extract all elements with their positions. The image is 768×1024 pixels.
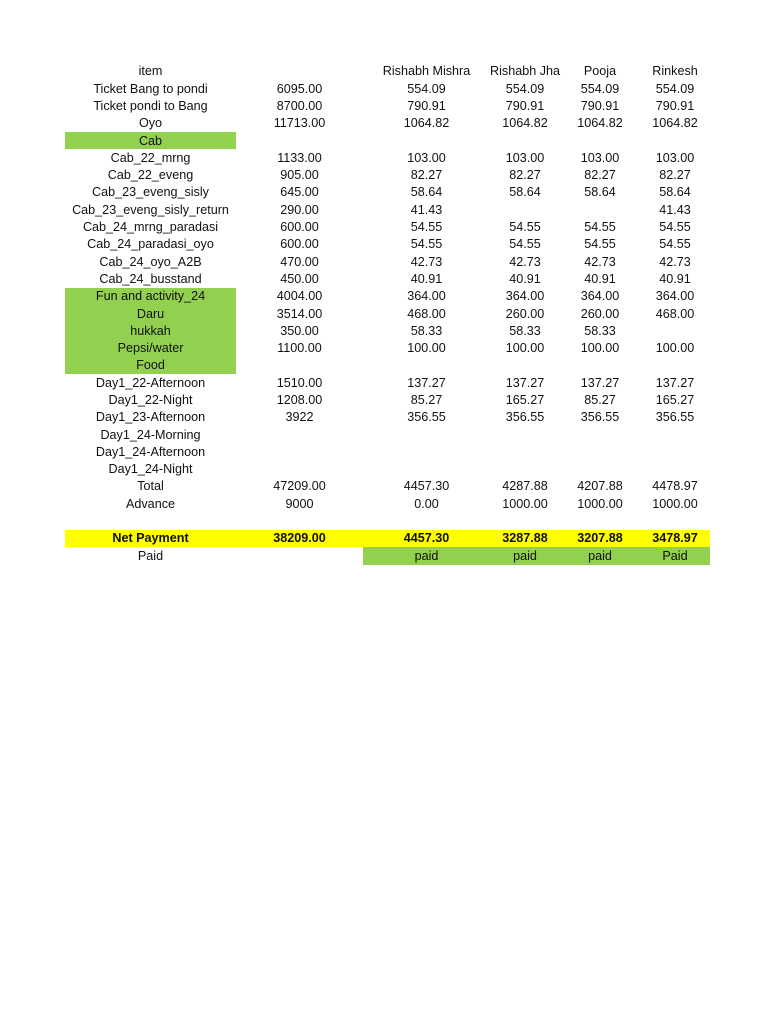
cell-pooja[interactable] [560,426,640,443]
cell-item[interactable]: Day1_23-Afternoon [95,410,206,425]
cell-rishabh-mishra[interactable]: 58.64 [410,185,443,200]
cell-rishabh-mishra[interactable]: 356.55 [407,410,446,425]
cell-rinkesh[interactable] [640,132,710,149]
cell-rishabh-mishra[interactable]: 41.43 [410,202,443,217]
cell-amount[interactable]: 1100.00 [277,341,322,356]
cell-rishabh-jha[interactable]: 554.09 [505,81,545,96]
cell-pooja[interactable]: 42.73 [584,254,616,269]
cell-rishabh-jha[interactable]: 40.91 [509,271,541,286]
cell-rishabh-jha[interactable]: 137.27 [505,375,545,390]
cell-rinkesh[interactable]: 554.09 [655,81,695,96]
cell-item[interactable]: Cab [65,132,236,149]
cell-rinkesh[interactable]: 364.00 [655,289,695,304]
cell-item[interactable]: Day1_24-Night [108,462,193,477]
cell-rishabh-mishra[interactable] [363,357,490,374]
spreadsheet-grid [65,63,710,565]
cell-amount[interactable]: 9000 [285,496,314,511]
cell-item[interactable]: hukkah [65,322,236,339]
cell-rishabh-mishra[interactable]: 82.27 [410,168,443,183]
cell-rishabh-mishra[interactable]: 554.09 [407,81,446,96]
cell-item[interactable]: Day1_24-Morning [100,427,201,442]
cell-rishabh-mishra[interactable]: 54.55 [410,237,443,252]
cell-rishabh-mishra[interactable]: 468.00 [407,306,446,321]
cell-rishabh-jha[interactable] [490,426,560,443]
cell-pooja[interactable] [560,201,640,218]
cell-item[interactable]: Cab_22_mrng [110,150,191,165]
cell-item[interactable]: Oyo [138,116,163,131]
cell-item[interactable]: Day1_22-Night [108,392,193,407]
cell-rishabh-jha[interactable]: 82.27 [509,168,541,183]
cell-amount[interactable]: 645.00 [280,185,319,200]
cell-rinkesh[interactable]: 137.27 [655,375,695,390]
cell-pooja[interactable]: 790.91 [580,98,620,113]
cell-amount[interactable]: 1208.00 [276,392,323,407]
cell-pooja[interactable]: 356.55 [580,410,620,425]
cell-pooja[interactable]: 82.27 [584,168,616,183]
cell-rishabh-mishra[interactable]: 4457.30 [363,530,490,547]
cell-rishabh-mishra[interactable]: 364.00 [407,289,446,304]
cell-rishabh-jha[interactable]: 165.27 [505,392,545,407]
cell-rishabh-jha[interactable] [490,201,560,218]
cell-rishabh-jha[interactable]: 3287.88 [490,530,560,547]
cell-rinkesh[interactable]: 790.91 [655,98,695,113]
cell-amount[interactable]: 8700.00 [276,98,323,113]
cell-rishabh-jha[interactable]: 356.55 [505,410,545,425]
cell-amount[interactable]: 3922 [285,410,314,425]
cell-amount[interactable]: 470.00 [280,254,319,269]
cell-rishabh-mishra[interactable]: 85.27 [410,392,443,407]
cell-rinkesh[interactable]: 1000.00 [652,496,698,511]
cell-rinkesh[interactable]: 468.00 [655,306,695,321]
cell-rinkesh[interactable] [640,461,710,478]
cell-pooja[interactable]: 1000.00 [577,496,623,511]
cell-pooja[interactable]: 40.91 [584,271,616,286]
cell-pooja[interactable] [560,357,640,374]
cell-item[interactable]: Net Payment [65,530,236,547]
cell-rishabh-jha[interactable] [490,357,560,374]
cell-item[interactable]: Total [137,479,164,494]
cell-rishabh-mishra[interactable] [363,426,490,443]
cell-rishabh-mishra[interactable]: paid [363,547,490,564]
cell-amount[interactable] [236,547,363,564]
cell-item[interactable]: Cab_23_eveng_sisly_return [72,202,229,217]
cell-rishabh-mishra[interactable]: 790.91 [407,98,446,113]
cell-pooja[interactable]: 260.00 [580,306,620,321]
cell-amount[interactable]: 6095.00 [276,81,323,96]
cell-pooja[interactable]: 54.55 [584,237,616,252]
cell-rinkesh[interactable]: Paid [640,547,710,564]
cell-item[interactable]: Ticket Bang to pondi [93,81,208,96]
cell-pooja[interactable]: 554.09 [580,81,620,96]
cell-rishabh-jha[interactable]: 42.73 [509,254,541,269]
cell-rishabh-mishra[interactable]: 103.00 [407,150,446,165]
cell-item[interactable]: Paid [137,548,164,563]
cell-rishabh-mishra[interactable]: 137.27 [407,375,446,390]
cell-item[interactable] [65,513,236,530]
cell-rishabh-mishra[interactable] [363,513,490,530]
cell-amount[interactable]: 450.00 [280,271,319,286]
cell-rishabh-jha[interactable]: paid [490,547,560,564]
cell-rinkesh[interactable]: 54.55 [659,220,691,235]
cell-rishabh-jha[interactable]: 790.91 [505,98,545,113]
cell-pooja[interactable] [560,444,640,461]
cell-pooja[interactable]: 137.27 [580,375,620,390]
cell-rishabh-jha[interactable] [490,513,560,530]
cell-amount[interactable]: 11713.00 [273,116,326,131]
cell-rishabh-jha[interactable]: 54.55 [509,220,541,235]
cell-rinkesh[interactable]: 356.55 [655,410,695,425]
cell-rishabh-mishra[interactable]: 42.73 [410,254,443,269]
cell-rishabh-mishra[interactable]: 4457.30 [403,479,450,494]
cell-pooja[interactable]: 1064.82 [577,116,623,131]
cell-item[interactable]: Day1_22-Afternoon [95,375,206,390]
cell-amount[interactable] [236,444,363,461]
cell-amount[interactable] [236,357,363,374]
header-cell-rinkesh[interactable]: Rinkesh [652,64,698,79]
cell-rishabh-jha[interactable]: 54.55 [509,237,541,252]
cell-pooja[interactable]: 3207.88 [560,530,640,547]
cell-amount[interactable]: 290.00 [280,202,319,217]
header-cell-pooja[interactable]: Pooja [583,64,617,79]
cell-item[interactable]: Cab_22_eveng [107,168,194,183]
cell-amount[interactable]: 905.00 [280,168,319,183]
cell-rinkesh[interactable]: 42.73 [659,254,691,269]
cell-rishabh-jha[interactable]: 58.64 [509,185,541,200]
cell-item[interactable]: Food [65,357,236,374]
cell-amount[interactable]: 1510.00 [276,375,323,390]
cell-pooja[interactable]: 54.55 [584,220,616,235]
cell-rishabh-mishra[interactable]: 0.00 [414,496,439,511]
cell-rishabh-jha[interactable]: 100.00 [505,341,545,356]
cell-amount[interactable] [236,461,363,478]
cell-rinkesh[interactable]: 4478.97 [652,479,698,494]
cell-item[interactable]: Advance [125,496,175,511]
cell-item[interactable]: Ticket pondi to Bang [93,98,208,113]
cell-rinkesh[interactable]: 165.27 [655,392,695,407]
cell-amount[interactable]: 3514.00 [276,306,323,321]
cell-pooja[interactable]: 58.64 [584,185,616,200]
header-cell-rishabh-mishra[interactable]: Rishabh Mishra [382,64,471,79]
cell-pooja[interactable]: 58.33 [584,323,616,338]
cell-rishabh-mishra[interactable]: 58.33 [410,323,443,338]
header-cell-item[interactable]: item [138,64,163,79]
cell-pooja[interactable] [560,461,640,478]
cell-pooja[interactable]: 100.00 [580,341,620,356]
cell-rinkesh[interactable] [640,444,710,461]
cell-rishabh-jha[interactable]: 103.00 [505,150,545,165]
cell-pooja[interactable]: 103.00 [580,150,620,165]
header-cell-amount[interactable] [236,63,363,80]
cell-rishabh-jha[interactable]: 1000.00 [502,496,548,511]
cell-rinkesh[interactable]: 58.64 [659,185,691,200]
cell-rinkesh[interactable] [640,322,710,339]
cell-amount[interactable]: 600.00 [280,237,319,252]
cell-item[interactable]: Cab_24_busstand [99,271,202,286]
cell-rinkesh[interactable]: 82.27 [659,168,691,183]
cell-rishabh-jha[interactable]: 364.00 [505,289,545,304]
cell-rinkesh[interactable]: 40.91 [659,271,691,286]
cell-pooja[interactable]: 364.00 [580,289,620,304]
cell-rinkesh[interactable]: 41.43 [659,202,691,217]
cell-rinkesh[interactable] [640,513,710,530]
cell-rinkesh[interactable]: 3478.97 [640,530,710,547]
cell-pooja[interactable]: paid [560,547,640,564]
cell-rishabh-jha[interactable]: 4287.88 [502,479,548,494]
cell-rishabh-mishra[interactable]: 40.91 [410,271,443,286]
cell-rishabh-mishra[interactable] [363,461,490,478]
cell-rishabh-mishra[interactable]: 100.00 [407,341,446,356]
cell-item[interactable]: Daru [65,305,236,322]
cell-amount[interactable] [236,513,363,530]
cell-rinkesh[interactable]: 1064.82 [652,116,698,131]
cell-item[interactable]: Cab_23_eveng_sisly [92,185,209,200]
cell-rishabh-jha[interactable]: 1064.82 [502,116,548,131]
cell-rinkesh[interactable] [640,357,710,374]
cell-pooja[interactable] [560,513,640,530]
cell-rinkesh[interactable]: 54.55 [659,237,691,252]
cell-amount[interactable]: 38209.00 [236,530,363,547]
cell-amount[interactable]: 1133.00 [277,150,322,165]
cell-rishabh-mishra[interactable]: 1064.82 [403,116,450,131]
cell-amount[interactable] [236,426,363,443]
cell-amount[interactable]: 47209.00 [273,479,326,494]
cell-rishabh-mishra[interactable] [363,444,490,461]
cell-rishabh-jha[interactable]: 58.33 [509,323,541,338]
cell-item[interactable]: Cab_24_mrng_paradasi [82,220,219,235]
cell-item[interactable]: Day1_24-Afternoon [95,444,206,459]
cell-amount[interactable] [236,132,363,149]
cell-rishabh-jha[interactable] [490,444,560,461]
cell-amount[interactable]: 350.00 [280,323,319,338]
cell-rishabh-mishra[interactable]: 54.55 [410,220,443,235]
cell-rishabh-jha[interactable] [490,132,560,149]
cell-rinkesh[interactable]: 100.00 [655,341,695,356]
cell-rishabh-jha[interactable] [490,461,560,478]
cell-rinkesh[interactable] [640,426,710,443]
cell-rishabh-jha[interactable]: 260.00 [505,306,545,321]
cell-rishabh-mishra[interactable] [363,132,490,149]
cell-item[interactable]: Pepsi/water [65,340,236,357]
cell-amount[interactable]: 4004.00 [276,289,323,304]
cell-pooja[interactable] [560,132,640,149]
cell-amount[interactable]: 600.00 [280,220,319,235]
cell-rinkesh[interactable]: 103.00 [655,150,695,165]
cell-item[interactable]: Fun and activity_24 [65,288,236,305]
cell-pooja[interactable]: 4207.88 [577,479,623,494]
cell-item[interactable]: Cab_24_oyo_A2B [99,254,202,269]
cell-item[interactable]: Cab_24_paradasi_oyo [87,237,214,252]
header-cell-rishabh-jha[interactable]: Rishabh Jha [490,64,561,79]
cell-pooja[interactable]: 85.27 [584,392,616,407]
